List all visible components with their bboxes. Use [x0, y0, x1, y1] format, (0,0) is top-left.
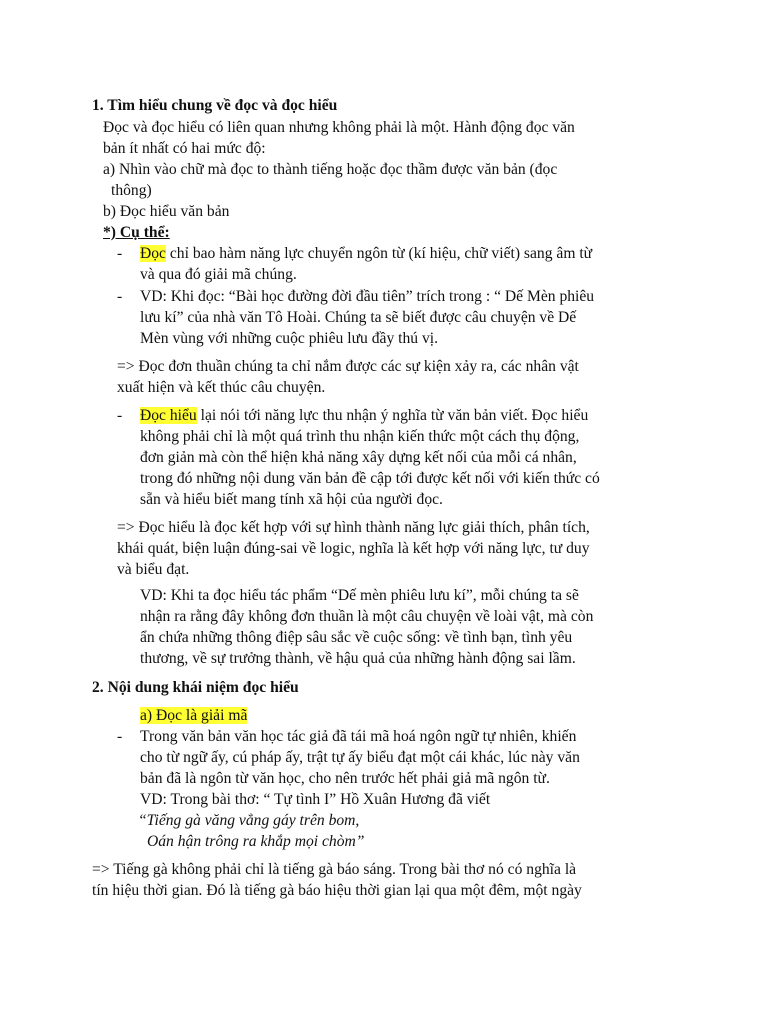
bullet-dash: - [117, 245, 123, 262]
poem-line: “Tiếng gà văng vẳng gáy trên bom, [138, 812, 360, 829]
conclusion-line: và biểu đạt. [117, 561, 190, 578]
bullet-line [140, 405, 588, 426]
conclusion-line: => Đọc đơn thuần chúng ta chỉ nắm được các sự kiện xảy ra, các nhân vật [117, 358, 579, 375]
bullet-line: Trong văn bản văn học tác giả đã tái mã hoá ngôn ngữ tự nhiên, khiến [140, 728, 577, 745]
example-line: ẩn chứa những thông điệp sâu sắc về cuộc sống: về tình bạn, tình yêu [140, 629, 573, 646]
highlighted-subheading: a) Đọc là giải mã [140, 707, 248, 724]
conclusion-line: => Tiếng gà không phải chỉ là tiếng gà báo sáng. Trong bài thơ nó có nghĩa là [92, 861, 577, 878]
conclusion-line: => Đọc hiểu là đọc kết hợp với sự hình thành năng lực giải thích, phân tích, [117, 519, 590, 536]
bullet-line: lưu kí” của nhà văn Tô Hoài. Chúng ta sẽ biết được câu chuyện về Dế [140, 309, 577, 326]
section-2-heading: 2. Nội dung khái niệm đọc hiểu [92, 679, 299, 696]
bullet-dash: - [117, 407, 123, 424]
cu-the-label: *) Cụ thể: [103, 224, 170, 241]
example-line: thương, về sự trưởng thành, về hậu quả của những hành động sai lầm. [140, 650, 576, 667]
level-a-line: thông) [111, 182, 152, 199]
conclusion-line: xuất hiện và kết thúc câu chuyện. [117, 379, 326, 396]
level-a-line: a) Nhìn vào chữ mà đọc to thành tiếng hoặc đọc thầm được văn bản (đọc [103, 161, 558, 178]
bullet-line: VD: Khi đọc: “Bài học đường đời đầu tiên” trích trong : “ Dế Mèn phiêu [140, 288, 595, 305]
intro-line: bản ít nhất có hai mức độ: [103, 140, 266, 157]
bullet-line: sẵn và hiểu biết mang tính xã hội của người đọc. [140, 491, 443, 508]
bullet-line: đơn giản mà còn thể hiện khả năng xây dựng kết nối của mỗi cá nhân, [140, 449, 577, 466]
bullet-line: và qua đó giải mã chúng. [140, 266, 297, 283]
example-line: nhận ra rằng đây không đơn thuần là một câu chuyện về loài vật, mà còn [140, 608, 594, 625]
poem-line: Oán hận trông ra khắp mọi chòm” [147, 833, 365, 850]
bullet-line: cho từ ngữ ấy, cú pháp ấy, trật tự ấy biểu đạt một cái khác, lúc này văn [140, 749, 580, 766]
section-1-heading: 1. Tìm hiểu chung về đọc và đọc hiểu [92, 97, 338, 114]
bullet-line: bản đã là ngôn từ văn học, cho nên trước hết phải giả mã ngôn từ. [140, 770, 550, 787]
bullet-line: VD: Trong bài thơ: “ Tự tình I” Hồ Xuân Hương đã viết [140, 791, 491, 808]
highlighted-term: Đọc [140, 245, 166, 262]
bullet-dash: - [117, 728, 123, 745]
intro-line: Đọc và đọc hiểu có liên quan nhưng không phải là một. Hành động đọc văn [103, 119, 575, 136]
bullet-line: Mèn vùng với những cuộc phiêu lưu đầy thú vị. [140, 330, 439, 347]
conclusion-line: tín hiệu thời gian. Đó là tiếng gà báo hiệu thời gian lại qua một đêm, một ngày [92, 882, 582, 899]
bullet-text: chỉ bao hàm năng lực chuyển ngôn từ (kí hiệu, chữ viết) sang âm từ [165, 245, 593, 262]
conclusion-line: khái quát, biện luận đúng-sai về logic, nghĩa là kết hợp với năng lực, tư duy [117, 540, 590, 557]
level-b-line: b) Đọc hiểu văn bản [103, 203, 230, 220]
subheading-a [140, 705, 247, 726]
example-line: VD: Khi ta đọc hiểu tác phẩm “Dế mèn phiêu lưu kí”, mỗi chúng ta sẽ [140, 587, 579, 604]
bullet-dash: - [117, 288, 123, 305]
bullet-text: lại nói tới năng lực thu nhận ý nghĩa từ văn bản viết. Đọc hiểu [196, 407, 589, 424]
bullet-line: không phải chỉ là một quá trình thu nhận kiến thức một cách thụ động, [140, 428, 580, 445]
bullet-line: trong đó những nội dung văn bản đề cập tới được kết nối với kiến thức có [140, 470, 600, 487]
highlighted-term: Đọc hiểu [140, 407, 197, 424]
bullet-line [140, 243, 592, 264]
